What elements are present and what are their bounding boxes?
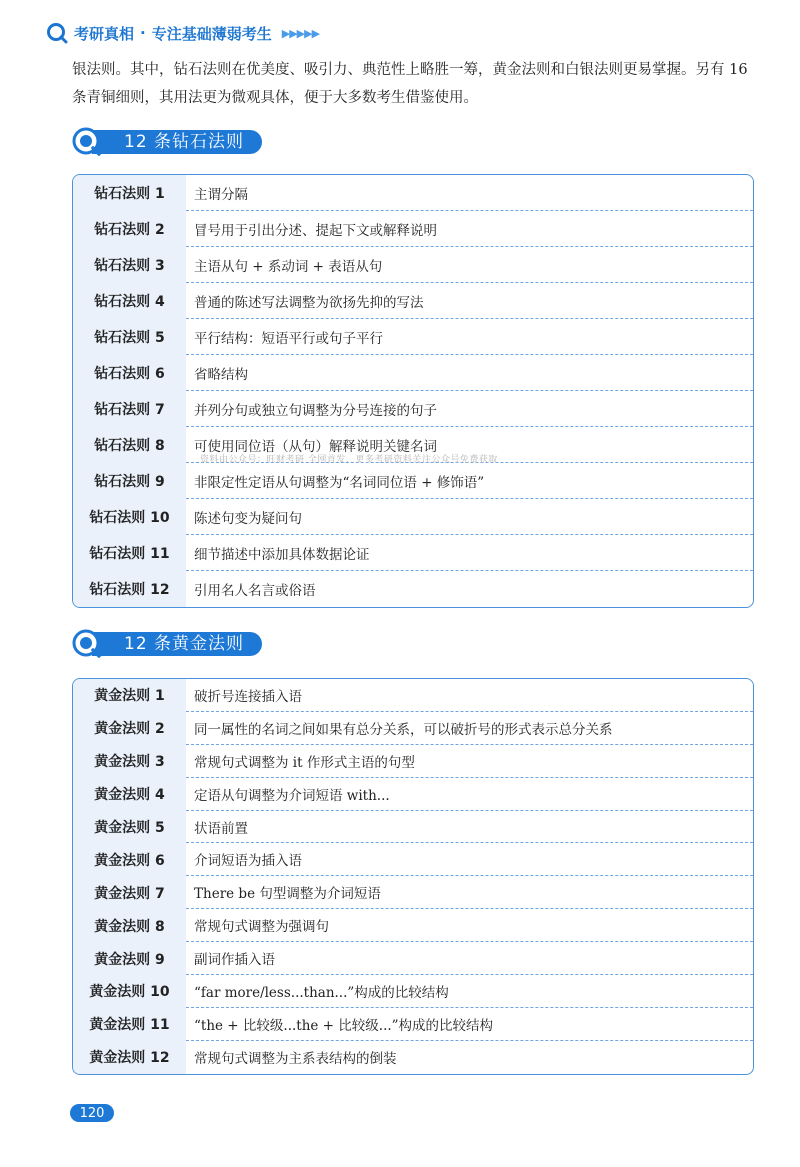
rule-description: 副词作插入语 <box>186 942 753 975</box>
table-row <box>73 811 753 844</box>
intro-paragraph: 银法则。其中，钻石法则在优美度、吸引力、典范性上略胜一筹，黄金法则和白银法则更易掌握。另有 16 条青铜细则，其用法更为微观具体，便于大多数考生借鉴使用。 <box>72 62 748 106</box>
rule-name: 黄金法则 8 <box>73 909 186 942</box>
table-row <box>73 211 753 247</box>
table-row <box>73 319 753 355</box>
rule-name: 钻石法则 10 <box>73 499 186 535</box>
rule-description: 陈述句变为疑问句 <box>186 499 753 535</box>
gold-section-title <box>72 630 262 658</box>
table-row <box>73 1041 753 1074</box>
rule-name: 钻石法则 11 <box>73 535 186 571</box>
table-row <box>73 391 753 427</box>
rule-name: 钻石法则 7 <box>73 391 186 427</box>
rule-name: 黄金法则 12 <box>73 1041 186 1074</box>
table-row <box>73 679 753 712</box>
table-row <box>73 778 753 811</box>
page-header <box>46 22 319 44</box>
rule-description: 破折号连接插入语 <box>186 679 753 712</box>
rule-description: 普通的陈述写法调整为欲扬先抑的写法 <box>186 283 753 319</box>
magnifier-badge-icon <box>72 127 102 157</box>
table-row <box>73 843 753 876</box>
rule-name: 黄金法则 2 <box>73 712 186 745</box>
rule-name: 钻石法则 4 <box>73 283 186 319</box>
rule-description: 并列分句或独立句调整为分号连接的句子 <box>186 391 753 427</box>
rule-description: 非限定性定语从句调整为“名词同位语 + 修饰语” <box>186 463 753 499</box>
rule-name: 黄金法则 4 <box>73 778 186 811</box>
rule-description: 定语从句调整为介词短语 with... <box>186 778 753 811</box>
rule-description: 冒号用于引出分述、提起下文或解释说明 <box>186 211 753 247</box>
rule-name: 黄金法则 6 <box>73 843 186 876</box>
rule-description: 主谓分隔 <box>186 175 753 211</box>
table-row <box>73 909 753 942</box>
rule-name: 钻石法则 5 <box>73 319 186 355</box>
table-row <box>73 975 753 1008</box>
diamond-section-label: 12 条钻石法则 <box>92 130 262 154</box>
header-slogan: 专注基础薄弱考生 <box>151 24 272 43</box>
rule-name: 黄金法则 1 <box>73 679 186 712</box>
rule-name: 钻石法则 2 <box>73 211 186 247</box>
brand-name: 考研真相 <box>74 24 135 43</box>
rule-name: 黄金法则 5 <box>73 811 186 844</box>
table-row <box>73 942 753 975</box>
rule-description: 平行结构：短语平行或句子平行 <box>186 319 753 355</box>
rule-name: 钻石法则 6 <box>73 355 186 391</box>
rule-description: 主语从句 + 系动词 + 表语从句 <box>186 247 753 283</box>
gold-section-label: 12 条黄金法则 <box>92 632 262 656</box>
magnifier-logo-icon <box>46 22 68 44</box>
rule-description: 同一属性的名词之间如果有总分关系，可以破折号的形式表示总分关系 <box>186 712 753 745</box>
rule-description: 常规句式调整为 it 作形式主语的句型 <box>186 745 753 778</box>
rule-description: 省略结构 <box>186 355 753 391</box>
magnifier-badge-icon <box>72 629 102 659</box>
table-row <box>73 283 753 319</box>
rule-name: 黄金法则 10 <box>73 975 186 1008</box>
table-row <box>73 745 753 778</box>
diamond-section-title <box>72 128 262 156</box>
rule-description: “the + 比较级...the + 比较级...”构成的比较结构 <box>186 1008 753 1041</box>
table-row <box>73 175 753 211</box>
header-arrows-icon: ▶▶▶▶▶ <box>281 26 320 40</box>
table-row <box>73 355 753 391</box>
rule-name: 黄金法则 9 <box>73 942 186 975</box>
rule-name: 钻石法则 12 <box>73 571 186 607</box>
watermark-text: 资料由公众号：旺财考研 全网首发，更多考研资料关注公众号免费获取 <box>200 455 498 465</box>
page-number: 120 <box>70 1104 114 1122</box>
rule-name: 黄金法则 11 <box>73 1008 186 1041</box>
table-row <box>73 1008 753 1041</box>
rule-description: 引用名人名言或俗语 <box>194 583 316 599</box>
table-row <box>73 571 753 607</box>
table-row <box>73 535 753 571</box>
rule-name: 钻石法则 8 <box>73 427 186 463</box>
table-row <box>73 712 753 745</box>
header-separator: · <box>140 24 146 42</box>
table-row <box>73 876 753 909</box>
table-row <box>73 463 753 499</box>
table-row <box>73 247 753 283</box>
rule-name: 钻石法则 3 <box>73 247 186 283</box>
gold-rules-table <box>72 678 754 1075</box>
rule-description: 可使用同位语（从句）解释说明关键名词 <box>186 427 753 463</box>
rule-name: 钻石法则 1 <box>73 175 186 211</box>
rule-description: 细节描述中添加具体数据论证 <box>186 535 753 571</box>
rule-description: 状语前置 <box>186 811 753 844</box>
rule-description: “far more/less...than...”构成的比较结构 <box>186 975 753 1008</box>
table-row <box>73 499 753 535</box>
rule-name: 黄金法则 7 <box>73 876 186 909</box>
rule-description: There be 句型调整为介词短语 <box>186 876 753 909</box>
diamond-rules-table <box>72 174 754 608</box>
rule-name: 黄金法则 3 <box>73 745 186 778</box>
rule-name: 钻石法则 9 <box>73 463 186 499</box>
rule-description: 介词短语为插入语 <box>186 843 753 876</box>
rule-description: 常规句式调整为强调句 <box>186 909 753 942</box>
rule-description: 常规句式调整为主系表结构的倒装 <box>194 1051 397 1068</box>
